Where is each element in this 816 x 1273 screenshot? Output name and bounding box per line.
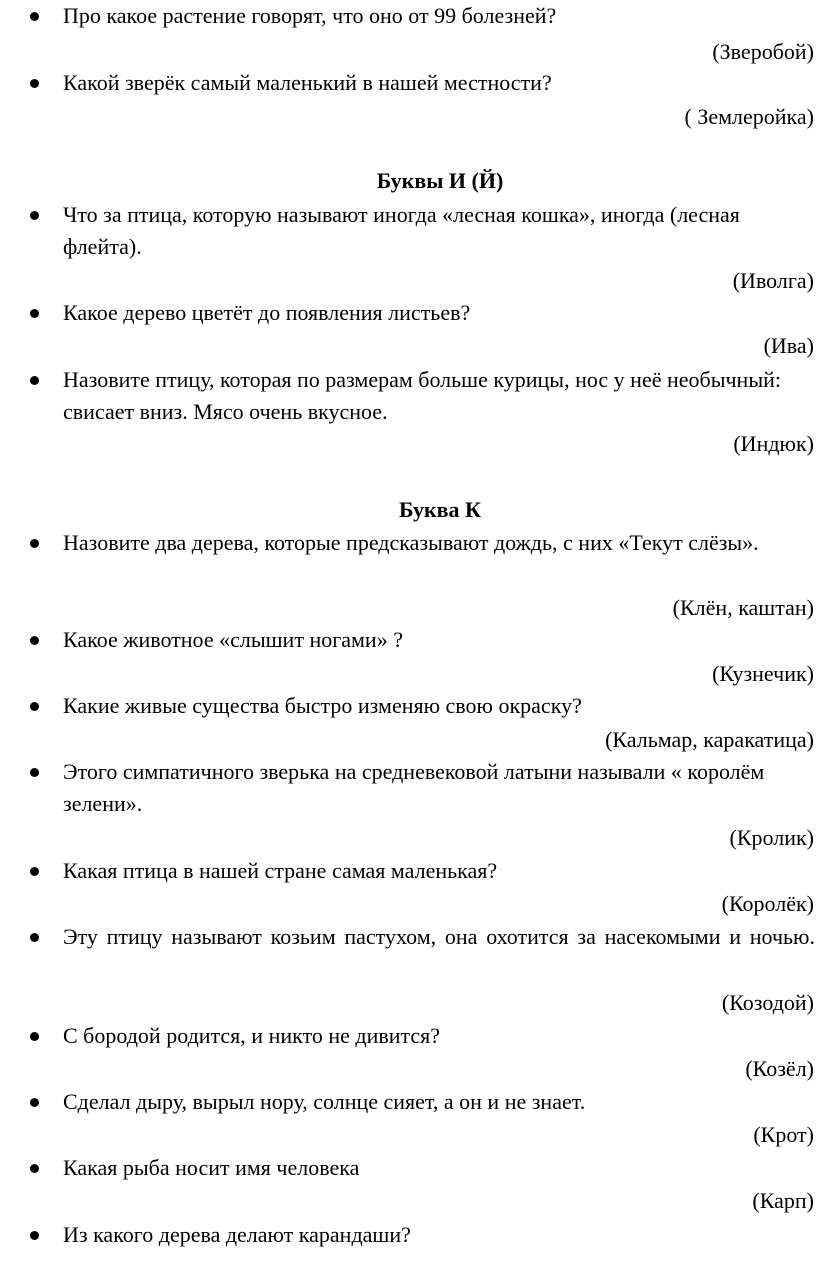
bullet-icon — [30, 1164, 39, 1173]
bullet-icon — [30, 309, 39, 318]
answer-text: (Козодой) — [721, 990, 814, 1015]
question-text: Какое животное «слышит ногами» ? — [63, 627, 403, 652]
section-heading: Буква К — [398, 497, 481, 522]
question-text: Назовите птицу, которая по размерам больше курицы, нос у неё необычный: свисает вниз. Мясо очень вкусное. — [63, 367, 781, 424]
question-text: Назовите два дерева, которые предсказывают дождь, с них «Текут слёзы». — [63, 530, 759, 555]
list-item — [63, 1020, 815, 1052]
answer-text: (Кролик) — [729, 825, 814, 850]
answer-text: (Карп) — [752, 1188, 814, 1213]
question-text: С бородой родится, и никто не дивится? — [63, 1023, 441, 1048]
question-text: Что за птица, которую называют иногда «лесная кошка», иногда (лесная флейта). — [63, 202, 740, 259]
answer-text: (Кальмар, каракатица) — [605, 727, 814, 752]
bullet-icon — [30, 933, 39, 942]
list-item — [63, 0, 815, 32]
bullet-icon — [30, 636, 39, 645]
question-text: Какое дерево цветёт до появления листьев? — [63, 300, 471, 325]
question-text: Какая рыба носит имя человека — [63, 1155, 360, 1180]
bullet-icon — [30, 1231, 39, 1240]
question-text: Сделал дыру, вырыл нору, солнце сияет, а он и не знает. — [63, 1089, 586, 1114]
list-item — [63, 297, 815, 329]
section-heading: Буквы И (Й) — [376, 168, 504, 193]
list-item — [63, 690, 815, 722]
question-text: Какая птица в нашей стране самая маленькая? — [63, 858, 498, 883]
list-item — [63, 1219, 815, 1251]
bullet-icon — [30, 867, 39, 876]
answer-text: (Индюк) — [733, 431, 814, 456]
answer-text: (Клён, каштан) — [672, 595, 814, 620]
question-text: Этого симпатичного зверька на средневековой латыни называли « королём зелени». — [63, 759, 765, 816]
answer-text: (Иволга) — [732, 268, 814, 293]
list-item — [63, 756, 815, 820]
answer-text: ( Землеройка) — [684, 104, 814, 129]
answer-text: (Зверобой) — [712, 39, 814, 64]
bullet-icon — [30, 768, 39, 777]
list-item — [63, 1152, 815, 1184]
list-item — [63, 199, 815, 263]
question-text: Какие живые существа быстро изменяю свою окраску? — [63, 693, 582, 718]
bullet-icon — [30, 1032, 39, 1041]
bullet-icon — [30, 211, 39, 220]
question-text: Про какое растение говорят, что оно от 99 болезней? — [63, 3, 557, 28]
list-item — [63, 921, 815, 953]
bullet-icon — [30, 539, 39, 548]
question-text: Из какого дерева делают карандаши? — [63, 1222, 411, 1247]
bullet-icon — [30, 1098, 39, 1107]
list-item — [63, 67, 815, 99]
list-item — [63, 624, 815, 656]
question-text: Эту птицу называют козьим пастухом, она охотится за насекомыми и ночью. — [63, 924, 815, 949]
answer-text: (Королёк) — [721, 891, 814, 916]
question-text: Какой зверёк самый маленький в нашей местности? — [63, 70, 552, 95]
list-item — [63, 855, 815, 887]
answer-text: (Крот) — [753, 1122, 814, 1147]
bullet-icon — [30, 12, 39, 21]
bullet-icon — [30, 79, 39, 88]
list-item — [63, 1086, 815, 1118]
bullet-icon — [30, 376, 39, 385]
list-item — [63, 364, 815, 428]
answer-text: (Кузнечик) — [712, 661, 814, 686]
list-item — [63, 527, 815, 559]
answer-text: (Козёл) — [745, 1056, 814, 1081]
answer-text: (Ива) — [763, 333, 814, 358]
bullet-icon — [30, 702, 39, 711]
